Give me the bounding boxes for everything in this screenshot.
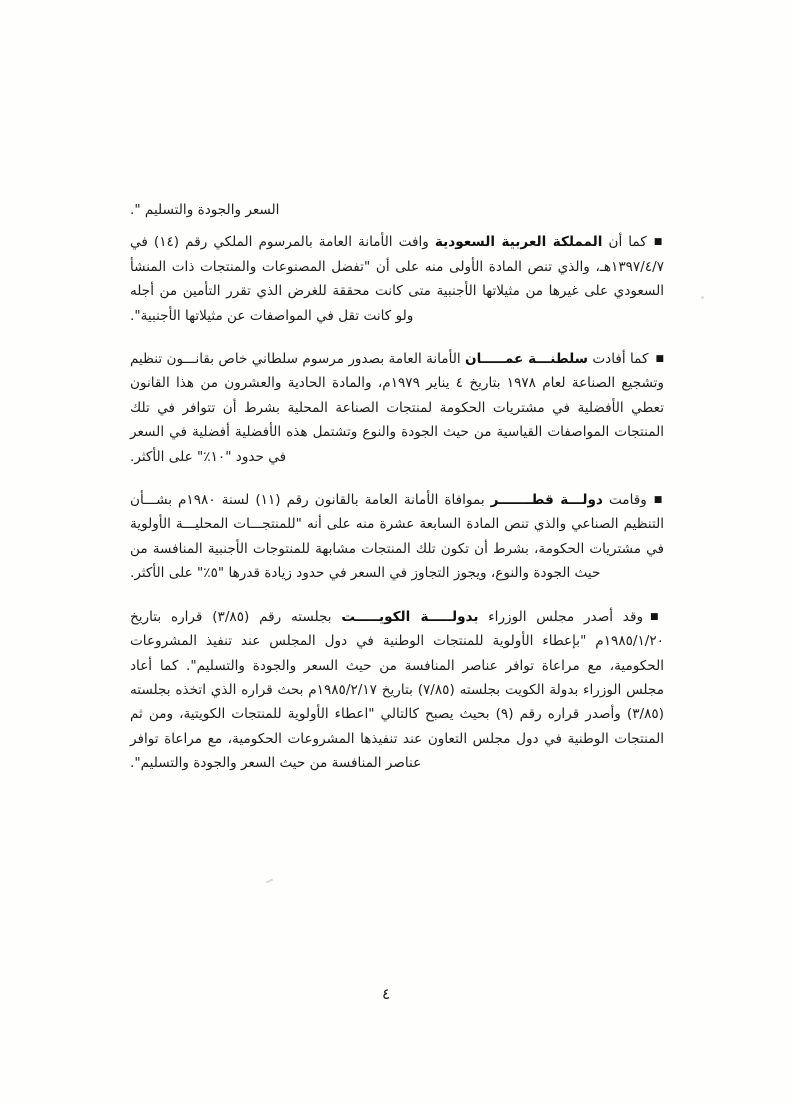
paragraph-body: بموافاة الأمانة العامة بالقانون رقم (١١) لسنة ١٩٨٠م بشـــأن التنظيم الصناعي والذي تنص المادة السابعة عشرة منه على أنه "للمنتجـــات المحليـــة الأولوية في مشتريات الحكومة، بشرط أن تكون تلك المنتجات مشابهة للمنتوجات الأجنبية المنافسة من حيث الجودة والنوع، ويجوز التجاوز في السعر في حدود زيادة قدرها "٥٪" على الأكثر.	[130, 492, 664, 582]
scan-speck	[701, 296, 704, 299]
paragraph-lead: كما أفادت	[588, 351, 649, 368]
scan-speck	[266, 879, 273, 884]
paragraph-kuwait	[130, 605, 664, 776]
paragraph-oman	[130, 347, 664, 469]
paragraph-body: بجلسته رقم (٣/٨٥) قراره بتاريخ ١٩٨٥/١/٢٠م "بإعطاء الأولوية للمنتجات الوطنية في دول المجلس عند تنفيذ المشروعات الحكومية، مع مراعاة توافر عناصر المنافسة من حيث السعر والجودة والتسليم". كما أعاد مجلس الوزراء بدولة الكويت بجلسته (٧/٨٥) بتاريخ ١٩٨٥/٢/١٧م بحث قراره الذي اتخذه بجلسته (٣/٨٥) وأصدر قراره رقم (٩) بحيث يصبح كالتالي "اعطاء الأولوية للمنتجات الكويتية، ومن ثم المنتجات الوطنية في دول مجلس التعاون عند تنفيذها المشروعات الحكومية، مع مراعاة توافر عناصر المنافسة من حيث السعر والجودة والتسليم".	[130, 608, 664, 772]
paragraph-lead: كما أن	[602, 234, 647, 251]
paragraph-lead: وقامت	[602, 492, 647, 509]
country-name-oman: سلطنـــة عمـــــان	[465, 351, 588, 368]
bullet-square-icon: ■	[655, 354, 664, 365]
continuation-line: السعر والجودة والتسليم ".	[130, 202, 280, 218]
bullet-square-icon: ■	[650, 611, 664, 622]
paragraph-body: الأمانة العامة بصدور مرسوم سلطاني خاص بقانـــون تنظيم وتشجيع الصناعة لعام ١٩٧٨ بتاريخ ٤ يناير ١٩٧٩م، والمادة الحادية والعشرون من هذا القانون تعطي الأفضلية في مشتريات الحكومة لمنتجات الصناعة المحلية بشرط أن تتوافر في تلك المنتجات المواصفات القياسية من حيث الجودة والنوع وتشتمل هذه الأفضلية أفضلية في السعر في حدود "١٠٪" على الأكثر.	[130, 351, 664, 465]
paragraph-saudi-arabia	[130, 230, 664, 328]
text-block	[130, 198, 664, 776]
bullet-square-icon: ■	[653, 237, 665, 248]
country-name-saudi-arabia: المملكة العربية السعودية	[434, 234, 603, 251]
paragraph-body: وافت الأمانة العامة بالمرسوم الملكي رقم (١٤) في ١٣٩٧/٤/٧هـ، والذي تنص المادة الأولى منه على أن "تفضل المصنوعات والمنتجات ذات المنشأ السعودي على غيرها من مثيلاتها الأجنبية متى كانت محققة للغرض الذي تقرر التأمين من أجله ولو كانت تقل في المواصفات عن مثيلاتها الأجنبية".	[130, 234, 664, 324]
paragraph-lead: وقد أصدر مجلس الوزراء	[478, 608, 644, 625]
country-name-kuwait: بدولـــــة الكويـــــت	[341, 608, 479, 625]
country-name-qatar: دولـــة قطـــــــر	[490, 492, 603, 509]
page-number: ٤	[381, 985, 391, 1003]
paragraph-qatar	[130, 488, 664, 586]
bullet-square-icon: ■	[653, 495, 664, 506]
